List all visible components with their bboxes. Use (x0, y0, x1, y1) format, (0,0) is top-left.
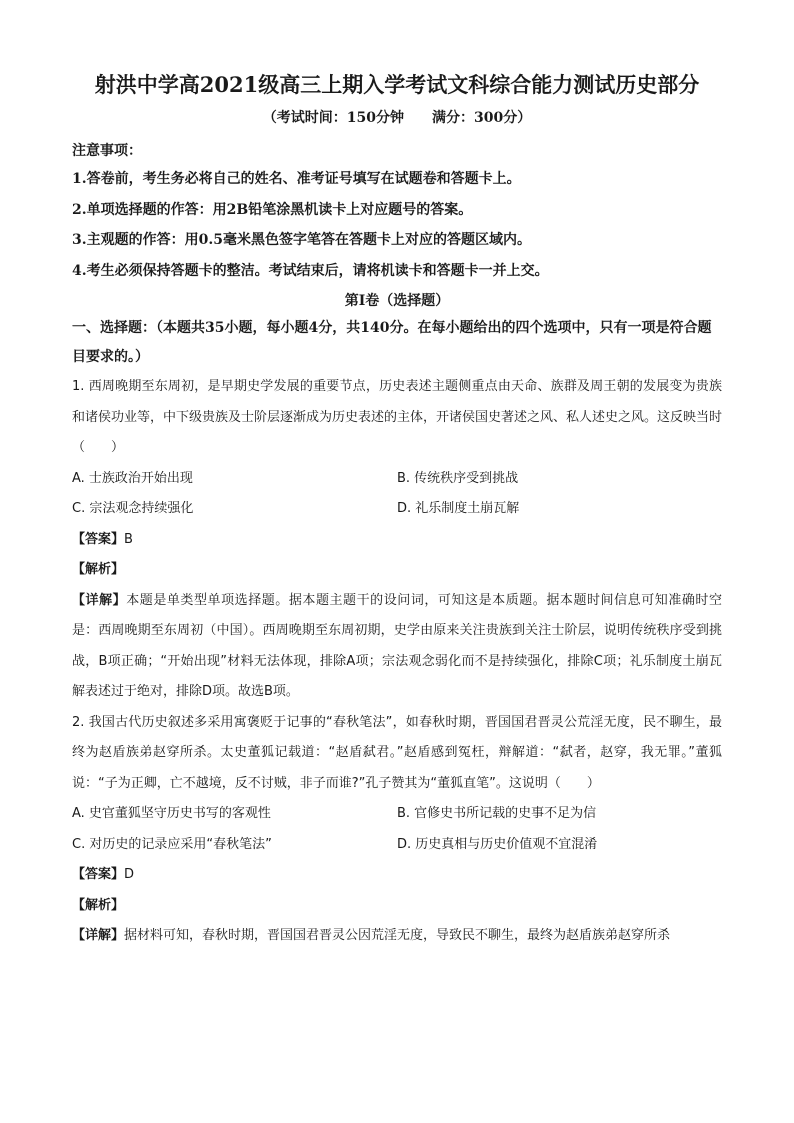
notice-item: 1.答卷前，考生务必将自己的姓名、准考证号填写在试题卷和答题卡上。 (72, 171, 521, 187)
answer-value: D (124, 867, 135, 882)
exam-page (72, 70, 722, 952)
detail-paragraph (72, 586, 722, 708)
notice-heading: 注意事项： (72, 143, 142, 159)
question-stem: 2. 我国古代历史叙述多采用寓褒贬于记事的“春秋笔法”，如春秋时期，晋国国君晋灵公荒淫无度，民不聊生，最终为赵盾族弟赵穿所杀。太史董狐记载道：“赵盾弑君。”赵盾感到冤枉，辩解道：“弑者，赵穿，我无罪。”董狐说：“子为正卿，亡不越境，反不讨贼，非子而谁?”孔子赞其为“董狐直笔”。这说明（ ） (72, 714, 722, 791)
answer-label: 【答案】 (72, 867, 125, 882)
notice-item: 4.考生必须保持答题卡的整洁。考试结束后，请将机读卡和答题卡一并上交。 (72, 262, 549, 279)
question-stem: 1. 西周晚期至东周初，是早期史学发展的重要节点，历史表述主题侧重点由天命、族群及周王朝的发展变为贵族和诸侯功业等，中下级贵族及士阶层逐渐成为历史表述的主体，开诸侯国史著述之风、私人述史之风。这反映当时（ ） (72, 379, 723, 455)
analysis-line (72, 555, 722, 586)
option-d: D. 礼乐制度土崩瓦解 (397, 501, 520, 516)
detail-text: 据材料可知，春秋时期，晋国国君晋灵公因荒淫无度，导致民不聊生，最终为赵盾族弟赵穿所杀 (124, 928, 671, 943)
notice-section (72, 138, 722, 286)
detail-label: 【详解】 (72, 928, 125, 943)
question-1 (72, 372, 722, 708)
exam-info: （考试时间：150分钟 满分：300分） (262, 110, 532, 126)
option-a: A. 史官董狐坚守历史书写的客观性 (72, 806, 271, 821)
options-block (72, 799, 722, 860)
detail-paragraph (72, 921, 722, 952)
detail-label: 【详解】 (72, 592, 127, 608)
detail-text: 本题是单类型单项选择题。据本题主题干的设问词，可知这是本质题。据本题时间信息可知准确时空是：西周晚期至东周初（中国）。西周晚期至东周初期，史学由原来关注贵族到关注士阶层，说明传统秩序受到挑战，B项正确；“开始出现”材料无法体现，排除A项；宗法观念弱化而不是持续强化，排除C项；礼乐制度土崩瓦解表述过于绝对，排除D项。故选B项。 (72, 592, 722, 699)
option-c: C. 对历史的记录应采用“春秋笔法” (72, 836, 272, 852)
option-d: D. 历史真相与历史价值观不宜混淆 (397, 836, 598, 852)
question-2 (72, 708, 722, 952)
section-title: 第Ⅰ卷（选择题） (344, 293, 450, 309)
option-b: B. 官修史书所记载的史事不足为信 (397, 806, 597, 821)
answer-label: 【答案】 (72, 531, 125, 547)
notice-item: 2.单项选择题的作答：用2B铅笔涂黑机读卡上对应题号的答案。 (72, 201, 473, 218)
option-a: A. 士族政治开始出现 (72, 470, 193, 486)
options-block (72, 464, 722, 525)
answer-line (72, 525, 722, 556)
answer-value: B (124, 531, 133, 547)
option-b: B. 传统秩序受到挑战 (397, 470, 519, 486)
analysis-line (72, 891, 722, 922)
analysis-label: 【解析】 (72, 562, 125, 577)
page-title: 射洪中学高2021级高三上期入学考试文科综合能力测试历史部分 (94, 72, 700, 97)
notice-item: 3.主观题的作答：用0.5毫米黑色签字笔答在答题卡上对应的答题区域内。 (72, 232, 531, 248)
option-c: C. 宗法观念持续强化 (72, 501, 194, 516)
answer-line (72, 860, 722, 891)
section-instruction: 一、选择题：（本题共35小题，每小题4分，共140分。在每小题给出的四个选项中，只有一项是符合题目要求的。） (72, 320, 712, 365)
analysis-label: 【解析】 (72, 897, 125, 913)
